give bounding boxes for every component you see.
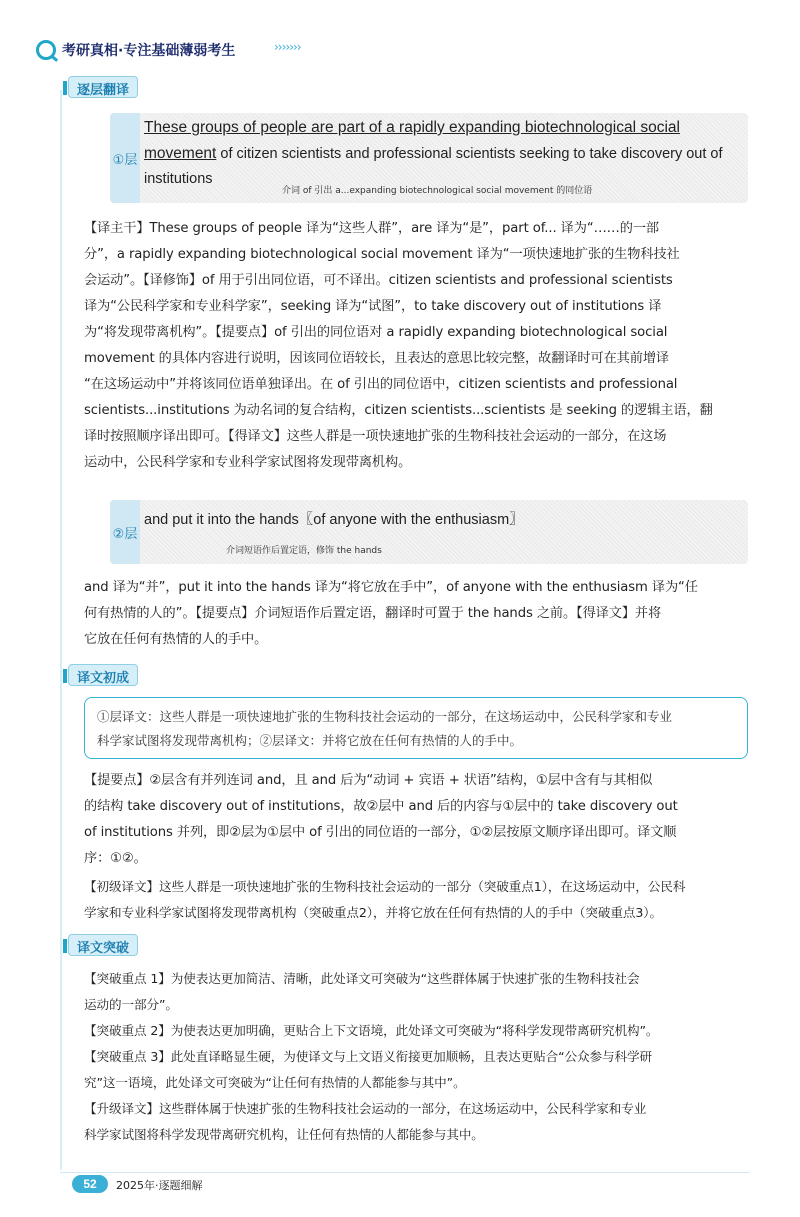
text-line: 学家和专业科学家试图将发现带离机构（突破重点2），并将它放在任何有热情的人的手中（突破重点3）。: [84, 905, 662, 920]
layer-1-appositive: of citizen scientists and professional scientists seeking to take discovery out of: [216, 146, 723, 162]
layer-1-head-noun: movement: [144, 145, 217, 162]
text-line: “在这场运动中”并将该同位语单独译出。在 of 引出的同位语中，citizen scientists and professional: [84, 377, 678, 392]
layer-2-tab: ②层: [110, 500, 140, 564]
layer-1-note: 介词 of 引出 a...expanding biotechnological social movement 的同位语: [282, 186, 593, 196]
analysis-paragraph-1: [84, 216, 748, 476]
page-header: [28, 28, 328, 68]
text-line: 分”，a rapidly expanding biotechnological social movement 译为“一项快速地扩张的生物科技社: [84, 247, 680, 262]
footer-title: 2025年·逐题细解: [116, 1179, 203, 1192]
section-label-breakthrough: 译文突破: [68, 934, 138, 956]
text-line: movement 的具体内容进行说明，因该同位语较长，且表达的意思比较完整，故翻译时可在其前增译: [84, 351, 670, 366]
layer-2-note: 介词短语作后置定语，修饰 the hands: [226, 546, 382, 556]
section-label-initial-translation: 译文初成: [68, 664, 138, 686]
text-line: of institutions 并列，即②层为①层中 of 引出的同位语的一部分，①②层按原文顺序译出即可。译文顺: [84, 825, 677, 840]
layer-2-line-1: and put it into the hands〖of anyone with the enthusiasm〗: [144, 512, 524, 528]
layer-1-line-1: These groups of people are part of a rapidly expanding biotechnological social: [144, 119, 680, 136]
text-line: 【突破重点 3】此处直译略显生硬，为使译文与上文语义衔接更加顺畅，且表达更贴合“公众参与科学研: [84, 1049, 652, 1064]
text-line: 的结构 take discovery out of institutions，故②层中 and 后的内容与①层中的 take discovery out: [84, 799, 678, 814]
answer-line-1: ①层译文：这些人群是一项快速地扩张的生物科技社会运动的一部分，在这场运动中，公民科学家和专业: [97, 709, 673, 724]
text-line: 它放在任何有热情的人的手中。: [84, 632, 268, 647]
initial-translation-box: [84, 697, 748, 759]
layer-2-box: [110, 500, 748, 564]
arrow-decoration: ›››››››: [274, 40, 301, 54]
text-line: 译为“公民科学家和专业科学家”，seeking 译为“试图”，to take discovery out of institutions 译: [84, 299, 662, 314]
text-line: 【突破重点 2】为使表达更加明确，更贴合上下文语境，此处译文可突破为“将科学发现带离研究机构”。: [84, 1023, 659, 1038]
footer-rule: [60, 1172, 750, 1173]
text-line: 为“将发现带离机构”。【提要点】of 引出的同位语对 a rapidly expanding biotechnological social: [84, 325, 668, 340]
text-line: 【升级译文】这些群体属于快速扩张的生物科技社会运动的一部分，在这场运动中，公民科学家和专业: [84, 1101, 647, 1116]
analysis-paragraph-3: [84, 768, 748, 872]
text-line: 究”这一语境，此处译文可突破为“让任何有热情的人都能参与其中”。: [84, 1075, 466, 1090]
text-line: 科学家试图将科学发现带离研究机构，让任何有热情的人都能参与其中。: [84, 1127, 484, 1142]
brand-title: 考研真相·专注基础薄弱考生: [62, 43, 236, 59]
search-logo-icon: [36, 40, 56, 60]
text-line: 运动的一部分”。: [84, 997, 178, 1012]
text-line: 运动中，公民科学家和专业科学家试图将发现带离机构。: [84, 455, 412, 470]
layer-1-box: [110, 113, 748, 203]
section-label-layer-translation: 逐层翻译: [68, 76, 138, 98]
layer-1-tab: ①层: [110, 113, 140, 203]
text-line: and 译为“并”，put it into the hands 译为“将它放在手中”，of anyone with the enthusiasm 译为“任: [84, 580, 698, 595]
text-line: 何有热情的人的”。【提要点】介词短语作后置定语，翻译时可置于 the hands 之前。【得译文】并将: [84, 606, 662, 621]
text-line: 【突破重点 1】为使表达更加简洁、清晰，此处译文可突破为“这些群体属于快速扩张的生物科技社会: [84, 971, 640, 986]
breakthrough-paragraph: [84, 966, 748, 1148]
layer-1-line-3: institutions: [144, 171, 213, 187]
text-line: 【初级译文】这些人群是一项快速地扩张的生物科技社会运动的一部分（突破重点1），在这场运动中，公民科: [84, 879, 686, 894]
text-line: 【译主干】These groups of people 译为“这些人群”，are 译为“是”，part of... 译为“……的一部: [84, 221, 660, 236]
text-line: 序：①②。: [84, 851, 147, 866]
answer-line-2: 科学家试图将发现带离机构；②层译文：并将它放在任何有热情的人的手中。: [97, 733, 523, 748]
text-line: 译时按照顺序译出即可。【得译文】这些人群是一项快速地扩张的生物科技社会运动的一部分，在这场: [84, 429, 667, 444]
text-line: 【提要点】②层含有并列连词 and，且 and 后为“动词 + 宾语 + 状语”结构，①层中含有与其相似: [84, 773, 653, 788]
page-number: 52: [72, 1175, 108, 1193]
initial-translation-paragraph: [84, 874, 748, 926]
text-line: scientists...institutions 为动名词的复合结构，citizen scientists...scientists 是 seeking 的逻辑主语，翻: [84, 403, 713, 418]
layer-1-line-2: [144, 145, 723, 163]
analysis-paragraph-2: [84, 575, 748, 653]
margin-rule: [60, 90, 62, 1170]
text-line: 会运动”。【译修饰】of 用于引出同位语，可不译出。citizen scientists and professional scientists: [84, 273, 673, 288]
